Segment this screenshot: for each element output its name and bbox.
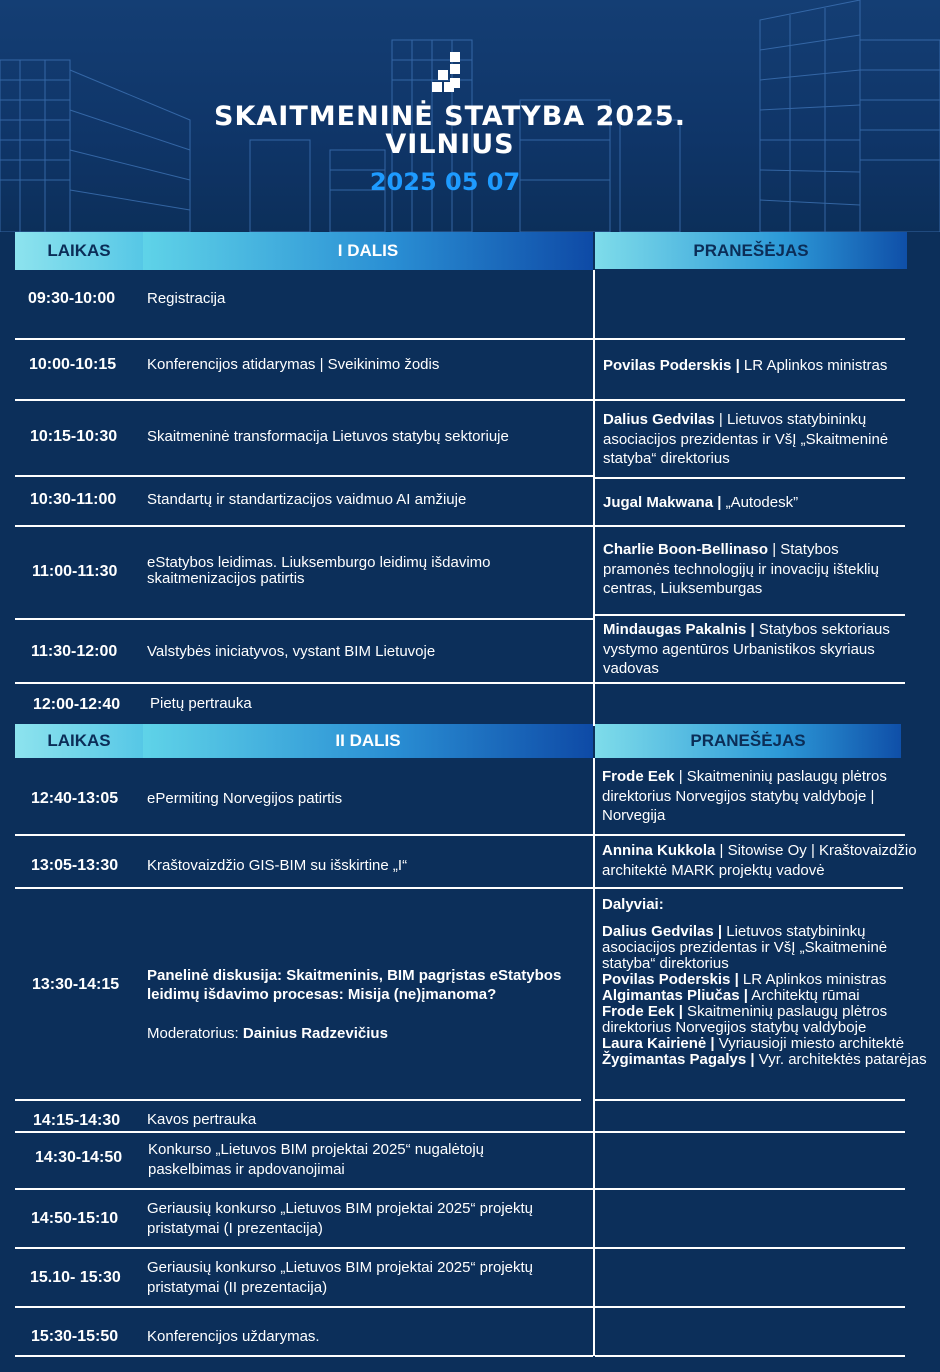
row-time: 10:15-10:30 (30, 428, 118, 445)
row-divider (595, 1099, 905, 1101)
row-divider (595, 1306, 905, 1308)
row-divider (595, 1188, 905, 1190)
row-activity: Registracija (147, 290, 226, 307)
panel-time: 13:30-14:15 (32, 976, 120, 993)
row-time: 14:50-15:10 (31, 1210, 119, 1227)
row-activity: Konferencijos atidarymas | Sveikinimo žodis (147, 356, 440, 373)
row-speaker: Mindaugas Pakalnis | Statybos sektoriaus vystymo agentūros Urbanistikos skyriaus vadovas (603, 621, 890, 677)
row-time: 10:30-11:00 (30, 491, 117, 508)
panel-title: Panelinė diskusija: Skaitmeninis, BIM pagrįstas eStatybos leidimų išdavimo procesas: Misija (ne)įmanoma? (147, 967, 562, 1003)
row-activity: Konkurso „Lietuvos BIM projektai 2025“ nugalėtojų paskelbimas ir apdovanojimai (148, 1141, 485, 1178)
row-divider (595, 525, 905, 527)
panel-participants (602, 897, 932, 1068)
row-activity: ePermiting Norvegijos patirtis (147, 790, 343, 807)
row-activity: Konferencijos uždarymas. (147, 1328, 320, 1345)
row-time: 09:30-10:00 (28, 290, 116, 307)
row-divider (15, 475, 593, 477)
row-activity: eStatybos leidimas. Liuksemburgo leidimų išdavimo skaitmenizacijos patirtis (147, 554, 491, 587)
header-time-1: LAIKAS (15, 232, 143, 270)
row-divider (595, 338, 905, 340)
row-divider (595, 1247, 905, 1249)
row-divider (15, 338, 593, 340)
row-activity: Standartų ir standartizacijos vaidmuo AI amžiuje (147, 491, 467, 508)
row-divider (595, 834, 905, 836)
participant: Dalius Gedvilas | Lietuvos statybininkų asociacijos prezidentas ir VšĮ „Skaitmeninė statyba“ direktorius (602, 923, 888, 972)
logo-icon (430, 50, 466, 94)
row-speaker: Charlie Boon-Bellinaso | Statybos pramonės technologijų ir inovacijų išteklių centras, Liuksemburgas (603, 541, 879, 597)
event-date: 2025 05 07 (369, 168, 521, 196)
row-divider (15, 525, 593, 527)
row-speaker: Jugal Makwana | „Autodesk” (603, 494, 799, 511)
participant: Frode Eek | Skaitmeninių paslaugų plėtros direktorius Norvegijos statybų valdyboje (602, 1003, 888, 1036)
row-divider (15, 887, 593, 889)
row-time: 14:15-14:30 (33, 1112, 121, 1129)
row-activity: Geriausių konkurso „Lietuvos BIM projektai 2025“ projektų pristatymai (I prezentacija) (147, 1200, 534, 1237)
row-speaker: Frode Eek | Skaitmeninių paslaugų plėtros direktorius Norvegijos statybų valdyboje | Norvegija (602, 768, 887, 824)
event-title-line1: SKAITMENINĖ STATYBA 2025. (214, 101, 686, 132)
row-speaker: Dalius Gedvilas | Lietuvos statybininkų asociacijos prezidentas ir VšĮ „Skaitmeninė statyba“ direktorius (603, 411, 889, 467)
row-time: 13:05-13:30 (31, 857, 119, 874)
header-part-1: I DALIS (143, 232, 593, 270)
header-speaker-1: PRANEŠĖJAS (595, 232, 907, 269)
row-divider (15, 1131, 593, 1133)
participant: Laura Kairienė | Vyriausioji miesto architektė (602, 1035, 905, 1052)
row-time: 15:30-15:50 (31, 1328, 119, 1345)
row-divider (15, 1188, 593, 1190)
row-divider (15, 399, 593, 401)
column-divider (593, 758, 595, 1356)
row-time: 14:30-14:50 (35, 1149, 123, 1166)
row-divider (595, 614, 905, 616)
row-speaker: Annina Kukkola | Sitowise Oy | Kraštovaizdžio architektė MARK projektų vadovė (602, 842, 917, 879)
event-title-line2: VILNIUS (385, 129, 515, 160)
row-divider (15, 618, 593, 620)
row-divider (595, 399, 905, 401)
row-speaker: Povilas Poderskis | LR Aplinkos ministras (603, 357, 888, 374)
row-divider (15, 1247, 593, 1249)
header-speaker-2: PRANEŠĖJAS (595, 724, 901, 758)
row-divider (595, 682, 905, 684)
participant: Žygimantas Pagalys | Vyr. architektės patarėjas (602, 1051, 927, 1068)
row-divider (15, 682, 593, 684)
row-activity: Kraštovaizdžio GIS-BIM su išskirtine „I“ (147, 857, 408, 874)
header-part-2: II DALIS (143, 724, 593, 758)
row-divider (15, 834, 593, 836)
row-divider (15, 1306, 593, 1308)
row-time: 11:30-12:00 (31, 643, 118, 660)
row-time: 10:00-10:15 (29, 356, 117, 373)
row-time: 12:00-12:40 (33, 696, 121, 713)
row-time: 11:00-11:30 (32, 563, 118, 580)
row-divider (595, 1131, 905, 1133)
row-activity: Valstybės iniciatyvos, vystant BIM Lietuvoje (147, 643, 436, 660)
row-activity: Geriausių konkurso „Lietuvos BIM projektai 2025“ projektų pristatymai (II prezentacija) (147, 1259, 534, 1296)
row-activity: Kavos pertrauka (147, 1111, 257, 1128)
row-divider (15, 1099, 581, 1101)
row-time: 15.10- 15:30 (30, 1269, 121, 1286)
row-divider (595, 1355, 905, 1357)
row-activity: Pietų pertrauka (150, 695, 252, 712)
header-time-2: LAIKAS (15, 724, 143, 758)
panel-moderator: Moderatorius: Dainius Radzevičius (147, 1025, 388, 1042)
row-divider (595, 477, 905, 479)
row-activity: Skaitmeninė transformacija Lietuvos statybų sektoriuje (147, 428, 509, 445)
participants-label: Dalyviai: (602, 896, 664, 913)
hero-banner (0, 0, 940, 232)
row-divider (595, 887, 903, 889)
row-divider (15, 1355, 593, 1357)
row-time: 12:40-13:05 (31, 790, 119, 807)
participant: Algimantas Pliučas | Architektų rūmai (602, 987, 860, 1004)
participant: Povilas Poderskis | LR Aplinkos ministras (602, 971, 887, 988)
